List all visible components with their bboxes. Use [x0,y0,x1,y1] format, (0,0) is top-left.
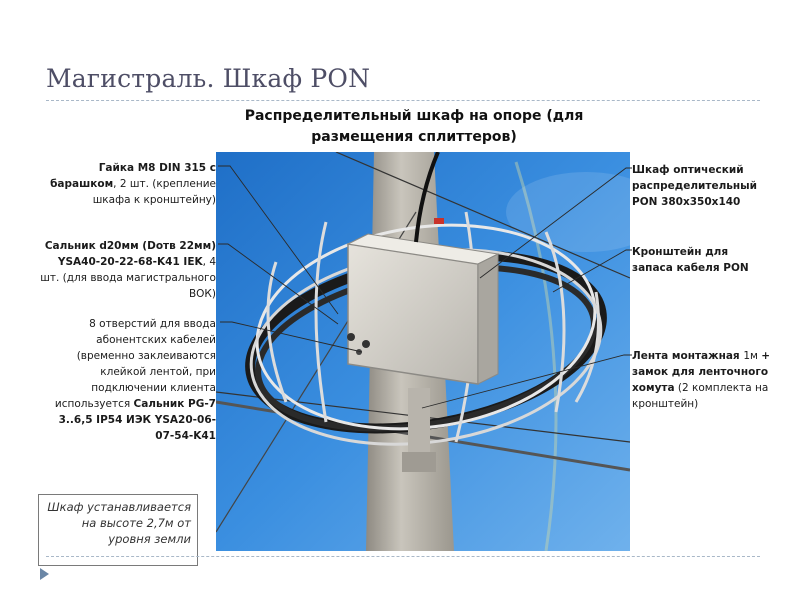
label-cabinet-name: Шкаф оптический распределительный PON 380х350х140 [632,164,758,208]
label-cable-gland-name: Сальник d20мм (Dотв 22мм) YSA40-20-22-68-K41 IEK [44,240,216,268]
label-wing-nut-name: Гайка М8 DIN 315 с барашком [50,162,216,190]
label-cable-gland [40,238,216,302]
label-entry-holes-gland: Сальник PG-7 3..6,5 IP54 ИЭК YSA20-06-07-54-K41 [58,398,216,442]
label-wing-nut-detail: , 2 шт. (крепление шкафа к кронштейну) [92,178,216,206]
slide-title: Магистраль. Шкаф PON [46,64,371,93]
label-tape-length: 1м [743,350,762,362]
label-tape-lock: + замок для ленточного хомута [632,350,771,394]
label-tape-detail: (2 комплекта на кронштейн) [632,382,769,410]
bullet-triangle-icon [40,568,49,580]
height-note-text: Шкаф устанавливается на высоте 2,7м от уровня земли [47,500,191,546]
label-bracket [632,244,772,276]
label-entry-holes [40,316,216,444]
label-tape-name: Лента монтажная [632,350,744,362]
photo-title: Распределительный шкаф на опоре (для размещения сплиттеров) [244,108,584,145]
label-cabinet [632,162,772,210]
bottom-divider [46,556,760,557]
label-bracket-name: Кронштейн для запаса кабеля PON [632,246,749,274]
label-wing-nut [40,160,216,208]
label-entry-holes-detail: 8 отверстий для ввода абонентских кабелей (временно заклеиваются клейкой лентой, при подключении клиента используется [54,318,216,410]
label-mounting-tape [632,348,772,412]
label-cable-gland-detail: , 4 шт. (для ввода магистрального ВОК) [40,256,216,300]
